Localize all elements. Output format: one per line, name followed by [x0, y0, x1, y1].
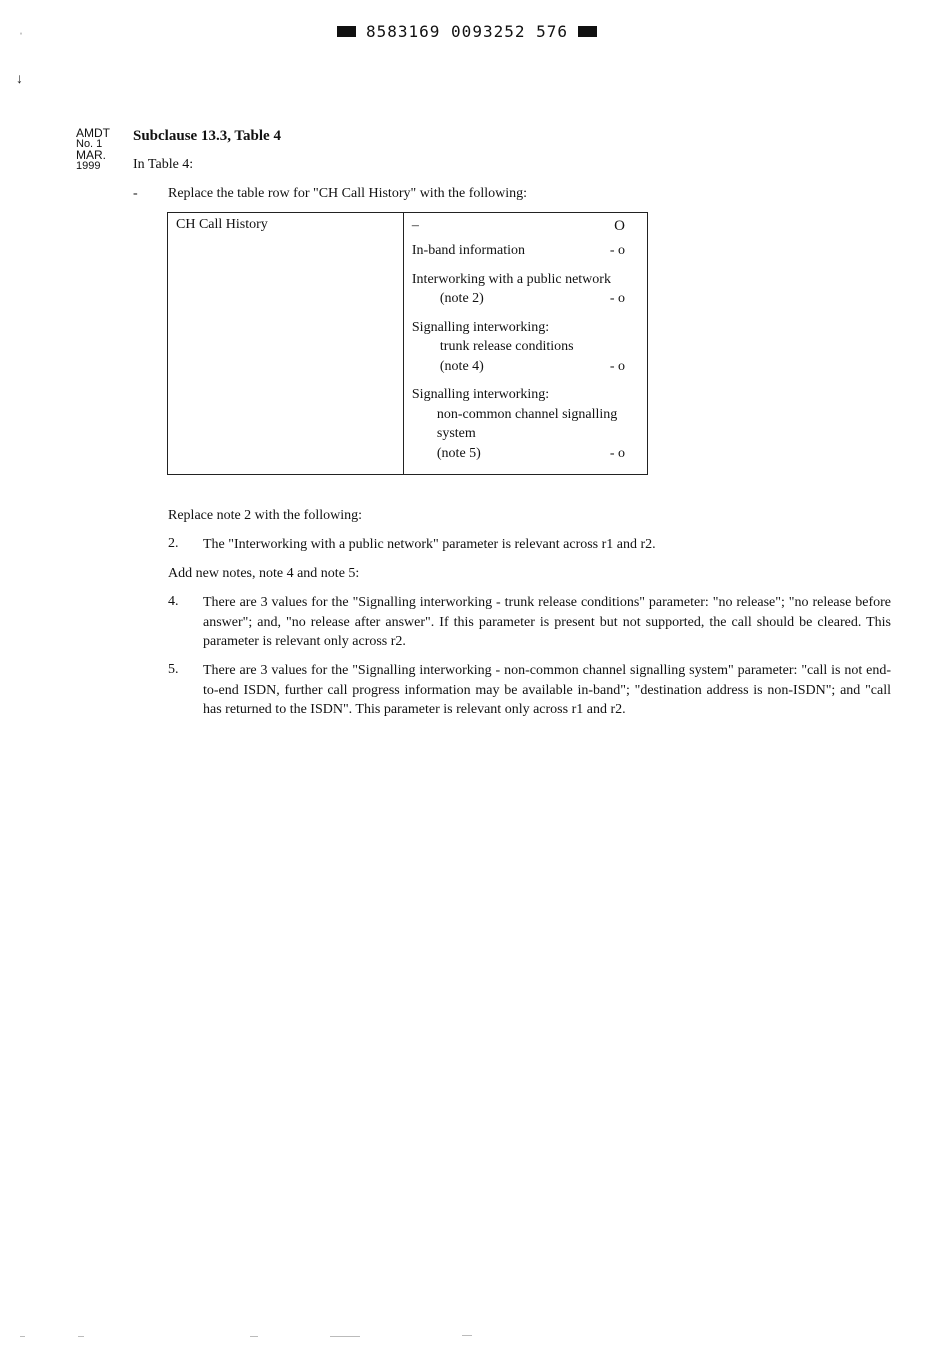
amendment-label: AMDT	[76, 126, 110, 140]
note-5-number: 5.	[168, 662, 179, 677]
item-sub: trunk release conditions	[439, 339, 574, 354]
margin-mark-arrow: ↓	[16, 72, 23, 87]
note-5-text: There are 3 values for the "Signalling interworking - non-common channel signalling system" parameter: "call is not end-to-end ISDN, further call progress information may be available in-band"; "destination address is non-ISDN"; and "call has returned to the ISDN". This parameter is relevant only across r1 and r2.	[203, 663, 891, 717]
subclause-heading: Subclause 13.3, Table 4	[133, 128, 281, 144]
note-2-number: 2.	[168, 536, 179, 551]
intro-text: In Table 4:	[133, 157, 194, 172]
list-item	[404, 270, 647, 309]
scan-specks	[0, 1335, 950, 1339]
table-row	[168, 213, 648, 475]
item-value: - o	[609, 358, 625, 374]
item-sub: non-common channel signalling	[436, 406, 618, 422]
barcode-block-left	[337, 26, 356, 37]
item-note: (note 5)	[436, 445, 481, 461]
instruction-text: Replace the table row for "CH Call History" with the following:	[168, 186, 528, 201]
list-item	[404, 385, 647, 463]
item-value: - o	[609, 291, 625, 306]
note-2-text: The "Interworking with a public network" parameter is relevant across r1 and r2.	[203, 537, 656, 552]
margin-mark-top: ˈ	[19, 30, 23, 44]
item-note: (note 2)	[439, 291, 484, 306]
item-label: Signalling interworking:	[411, 387, 550, 402]
note-4-number: 4.	[168, 594, 179, 609]
replacement-table	[167, 212, 648, 475]
amendment-month: MAR.	[76, 148, 106, 162]
item-sub: system	[436, 426, 476, 441]
amendment-number: No. 1	[76, 138, 103, 150]
item-label: Interworking with a public network	[411, 271, 611, 287]
replace-note-text: Replace note 2 with the following:	[168, 508, 363, 523]
item-value: - o	[609, 243, 625, 258]
top-dash: –	[411, 218, 419, 233]
parameter-values-cell	[403, 213, 647, 475]
list-item	[404, 241, 647, 261]
item-label: Signalling interworking:	[411, 319, 550, 335]
top-value: O	[614, 218, 625, 234]
list-item	[404, 318, 647, 377]
parameter-name: CH Call History	[176, 217, 268, 232]
item-note: (note 4)	[439, 358, 484, 374]
note-4-text: There are 3 values for the "Signalling interworking - trunk release conditions" parameter: "no release"; "no release before answer"; and, "no release after answer". If this parameter is present but not supported, the call should be cleared. This parameter is relevant only across r2.	[203, 595, 891, 649]
document-id-barcode	[325, 22, 609, 40]
item-label: In-band information	[411, 243, 526, 258]
instruction-bullet: -	[133, 186, 138, 201]
add-notes-text: Add new notes, note 4 and note 5:	[168, 566, 360, 581]
amendment-marker	[76, 128, 130, 172]
barcode-block-right	[578, 26, 597, 37]
table-top-line	[404, 213, 647, 241]
amendment-year: 1999	[76, 160, 101, 172]
item-value: - o	[609, 445, 625, 461]
document-id-code: 8583169 0093252 576	[365, 21, 569, 41]
parameter-name-cell	[168, 213, 404, 475]
